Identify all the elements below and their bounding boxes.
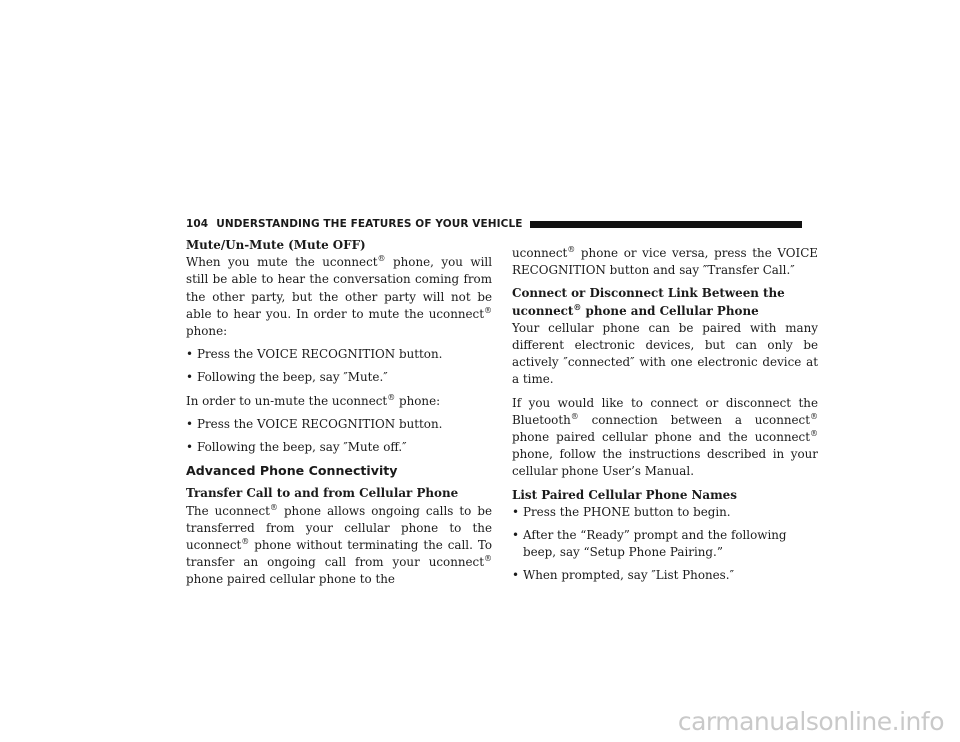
connect-paragraph: Your cellular phone can be paired with many different electronic devices, but can only be actively ″connected″ with one electronic device at a time. xyxy=(512,320,818,387)
list-bullet-list xyxy=(512,504,818,585)
transfer-paragraph: The uconnect® phone allows ongoing calls to be transferred from your cellular phone to the uconnect® phone without terminating the call. To transfer an ongoing call from your uconnect® phone paired cellular phone to the xyxy=(186,502,492,587)
page-number: 104 xyxy=(186,218,209,230)
unmute-bullet-list xyxy=(186,416,492,456)
list-item: • Press the VOICE RECOGNITION button. xyxy=(186,416,443,431)
advanced-heading: Advanced Phone Connectivity xyxy=(186,463,398,479)
list-item: • Press the VOICE RECOGNITION button. xyxy=(186,347,443,362)
right-column xyxy=(512,245,818,591)
list-item: • When prompted, say ″List Phones.″ xyxy=(512,568,735,583)
transfer-continued: uconnect® phone or vice versa, press the VOICE RECOGNITION button and say ″Transfer Call.″ xyxy=(512,245,818,278)
section-title: UNDERSTANDING THE FEATURES OF YOUR VEHICLE xyxy=(216,218,523,230)
watermark: carmanualsonline.info xyxy=(677,707,944,736)
header-rule xyxy=(530,221,802,228)
list-item: • Following the beep, say ″Mute off.″ xyxy=(186,440,407,455)
unmute-paragraph: In order to un-mute the uconnect® phone: xyxy=(186,392,441,408)
transfer-heading: Transfer Call to and from Cellular Phone xyxy=(186,486,459,501)
mute-heading: Mute/Un-Mute (Mute OFF) xyxy=(186,238,366,252)
list-item: • After the “Ready” prompt and the following beep, say “Setup Phone Pairing.” xyxy=(512,528,787,560)
list-heading: List Paired Cellular Phone Names xyxy=(512,487,737,502)
list-item: • Following the beep, say ″Mute.″ xyxy=(186,370,388,385)
left-column xyxy=(186,237,492,595)
bluetooth-paragraph: If you would like to connect or disconnect the Bluetooth® connection between a uconnect® phone paired cellular phone and the uconnect® phone, follow the instructions described in your cellular phone User’s Manual. xyxy=(512,395,818,479)
list-item: • Press the PHONE button to begin. xyxy=(512,504,731,519)
connect-heading: Connect or Disconnect Link Between the uconnect® phone and Cellular Phone xyxy=(512,286,785,318)
page-header xyxy=(186,217,802,231)
mute-bullet-list xyxy=(186,346,492,386)
mute-paragraph: When you mute the uconnect® phone, you will still be able to hear the conversation coming from the other party, but the other party will not be able to hear you. In order to mute the uconnect® phone: xyxy=(186,254,492,339)
